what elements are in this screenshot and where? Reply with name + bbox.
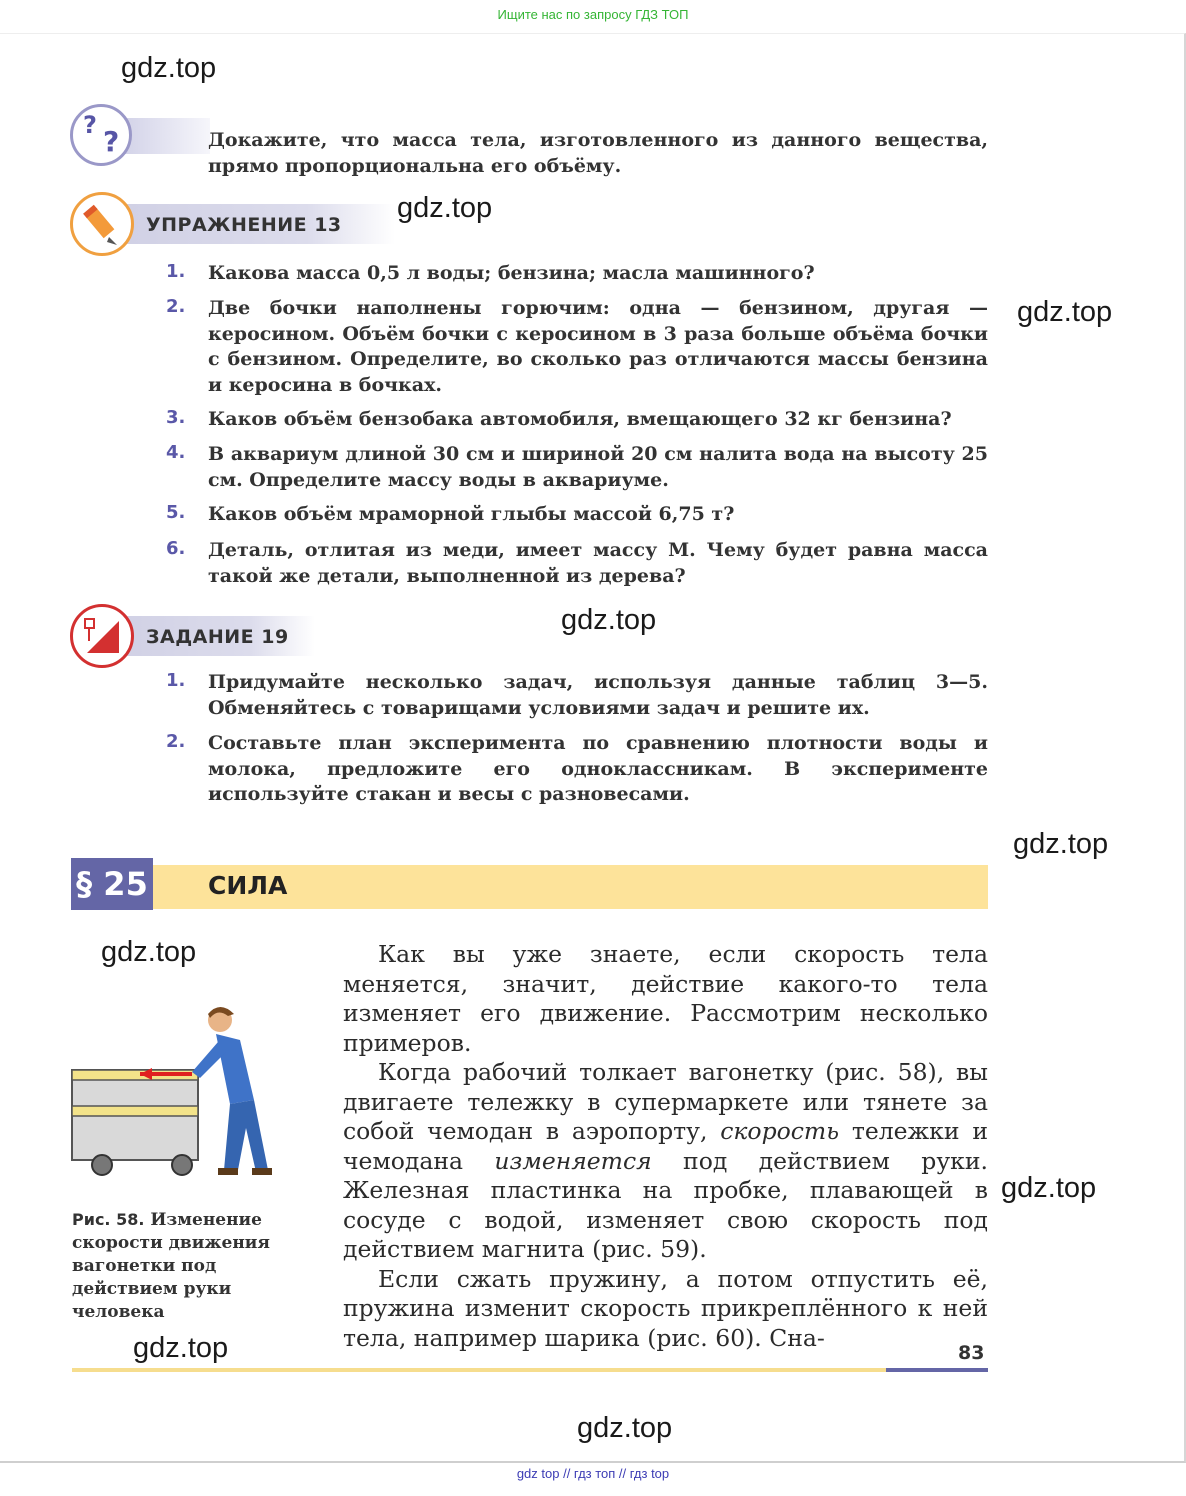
bottom-banner-text: gdz top // гдз топ // гдз top: [516, 1466, 670, 1481]
figure-worker-pushing-cart: [68, 1000, 318, 1190]
question-icon: [70, 104, 200, 170]
item-number: 1.: [166, 261, 186, 282]
item-text: Придумайте несколько задач, используя данные таблиц 3—5. Обменяйтесь с товарищами условиями задач и решите их.: [208, 671, 988, 719]
top-banner-text: Ищите нас по запросу ГДЗ ТОП: [497, 7, 689, 22]
watermark: gdz.top: [561, 604, 657, 636]
question-text: Докажите, что масса тела, изготовленного из данного вещества, прямо пропорциональна его объёму.: [208, 129, 988, 177]
item-text: Каков объём мраморной глыбы массой 6,75 т?: [208, 503, 735, 525]
task-title: ЗАДАНИЕ 19: [146, 626, 289, 648]
top-banner: [0, 0, 1186, 32]
item-number: 2.: [166, 296, 186, 317]
section-number: § 25: [71, 858, 153, 910]
item-number: 5.: [166, 502, 186, 523]
figure-caption: [72, 1208, 302, 1324]
exercise-title: УПРАЖНЕНИЕ 13: [146, 214, 342, 236]
paragraph-text: под действием руки. Железная пластинка на пробке, плавающей в сосуде с водой, изменяет свою скорость под действием магнита (рис. 59).: [343, 1146, 988, 1263]
item-number: 6.: [166, 538, 186, 559]
item-text: Деталь, отлитая из меди, имеет массу M. Чему будет равна масса такой же детали, выполненной из дерева?: [208, 539, 988, 587]
figure-caption-label: Рис. 58.: [72, 1210, 145, 1229]
item-number: 1.: [166, 670, 186, 691]
item-number: 4.: [166, 442, 186, 463]
watermark: gdz.top: [101, 936, 197, 968]
watermark: gdz.top: [577, 1412, 673, 1444]
watermark: gdz.top: [133, 1332, 229, 1364]
triangle-ruler-icon: [73, 607, 131, 665]
emphasis-text: скорость: [720, 1117, 840, 1145]
pencil-icon: [73, 195, 131, 253]
watermark: gdz.top: [121, 52, 217, 84]
section-body-text: [343, 940, 988, 1353]
paragraph: Если сжать пружину, а потом отпустить её, пружина изменит скорость прикреплённого к ней тела, например шарика (рис. 60). Сна-: [343, 1264, 988, 1352]
watermark: gdz.top: [1017, 296, 1113, 328]
question-circle: [70, 104, 132, 166]
figure-caption-text: Изменение скорости движения вагонетки под действием руки человека: [72, 1210, 270, 1322]
footer-rule-accent: [886, 1368, 988, 1372]
item-text: Две бочки наполнены горючим: одна — бензином, другая — керосином. Объём бочки с керосином в 3 раза больше объёма бочки с бензином. Определите, во сколько раз отличаются массы бензина и керосина в бочках.: [208, 297, 988, 396]
paragraph: Как вы уже знаете, если скорость тела меняется, значит, действие какого-то тела изменяет его движение. Рассмотрим несколько примеров.: [343, 940, 988, 1057]
page-number: 83: [958, 1342, 985, 1364]
item-text: Какова масса 0,5 л воды; бензина; масла машинного?: [208, 262, 815, 284]
item-text: В аквариум длиной 30 см и шириной 20 см налита вода на высоту 25 см. Определите массу воды в аквариуме.: [208, 443, 988, 491]
item-text: Составьте план эксперимента по сравнению плотности воды и молока, предложите его одноклассникам. В эксперименте используйте стакан и весы с разновесами.: [208, 732, 988, 805]
item-text: Каков объём бензобака автомобиля, вмещающего 32 кг бензина?: [208, 408, 952, 430]
paragraph-text: Когда рабочий толкает вагонетку (рис. 58), вы двигаете тележку в супермаркете или тянете за собой чемодан в аэропорту,: [343, 1058, 988, 1145]
question-mark-icon: ?: [83, 111, 97, 139]
footer-rule: [72, 1368, 888, 1372]
section-title: СИЛА: [208, 871, 288, 900]
watermark: gdz.top: [1013, 828, 1109, 860]
pencil-icon: [70, 192, 134, 256]
question-mark-icon: ?: [103, 125, 120, 158]
bottom-banner: [0, 1466, 1186, 1481]
item-number: 3.: [166, 407, 186, 428]
paragraph: [343, 1058, 988, 1265]
paragraph-text: тележки и чемодана: [343, 1117, 988, 1175]
triangle-ruler-icon: [70, 604, 134, 668]
emphasis-text: изменяется: [494, 1146, 652, 1175]
item-number: 2.: [166, 731, 186, 752]
watermark: gdz.top: [397, 192, 493, 224]
watermark: gdz.top: [1001, 1172, 1097, 1204]
